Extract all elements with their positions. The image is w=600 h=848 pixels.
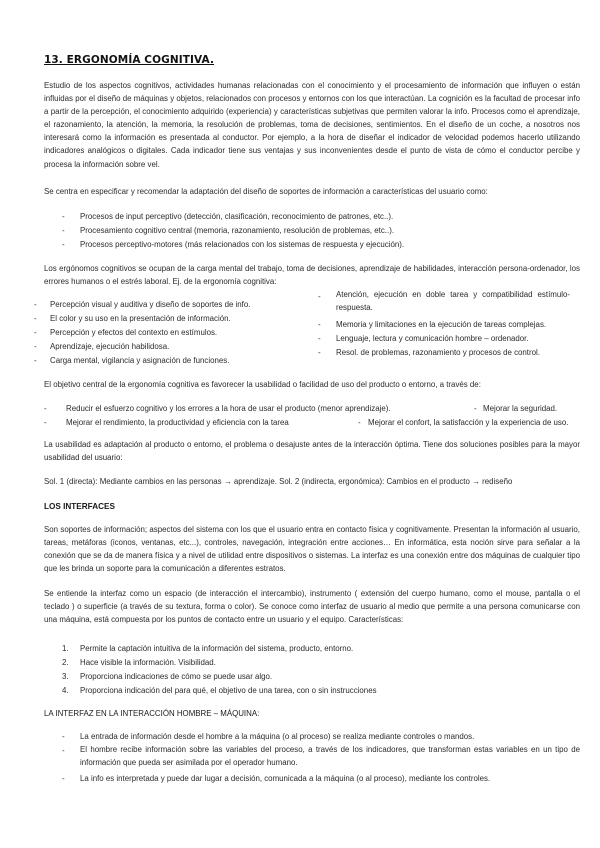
list-dash: -	[62, 774, 65, 783]
ergonomists-paragraph: Los ergónomos cognitivos se ocupan de la carga mental del trabajo, toma de decisiones, aprendizaje de habilidades, interacción persona-ordenador, los errores humanos o el estrés laboral. Ej. de la ergonomía cognitiva:	[44, 264, 580, 287]
interfaces-heading: LOS INTERFACES	[44, 502, 115, 511]
list-dash: -	[34, 300, 37, 309]
list-item: La entrada de información desde el hombre a la máquina (o al proceso) se realiza mediante controles o mandos.	[80, 732, 475, 741]
list-number: 1.	[62, 644, 69, 653]
list-item: Lenguaje, lectura y comunicación hombre – ordenador.	[336, 334, 529, 343]
page-title: 13. ERGONOMÍA COGNITIVA.	[44, 54, 215, 66]
objective-paragraph: El objetivo central de la ergonomía cognitiva es favorecer la usabilidad o facilidad de uso del producto o entorno, a través de:	[44, 380, 481, 389]
list-dash: -	[62, 226, 65, 235]
list-number: 4.	[62, 686, 69, 695]
list-item: Mejorar el rendimiento, la productividad y eficiencia con la tarea	[66, 418, 289, 427]
list-dash: -	[62, 732, 65, 741]
list-item: Proporciona indicaciones de cómo se puede usar algo.	[80, 672, 273, 681]
focus-intro: Se centra en especificar y recomendar la adaptación del diseño de soportes de información a características del usuario como:	[44, 187, 488, 196]
list-dash: -	[318, 320, 321, 329]
list-item: Procesos perceptivo-motores (más relacionados con los sistemas de respuesta y ejecución).	[80, 240, 405, 249]
list-item: Mejorar el confort, la satisfacción y la experiencia de uso.	[368, 418, 569, 427]
list-dash: -	[318, 348, 321, 357]
list-item: Percepción visual y auditiva y diseño de soportes de info.	[50, 300, 251, 309]
list-dash: -	[34, 342, 37, 351]
list-item: Mejorar la seguridad.	[483, 404, 558, 413]
list-item: La info es interpretada y puede dar lugar a decisión, comunicada a la máquina (o al proceso), mediante los controles.	[80, 774, 491, 783]
hm-heading: LA INTERFAZ EN LA INTERACCIÓN HOMBRE – MÁQUINA:	[44, 709, 260, 718]
list-dash: -	[318, 334, 321, 343]
list-dash: -	[34, 314, 37, 323]
list-dash: -	[358, 418, 361, 427]
list-dash: -	[318, 292, 321, 301]
list-item: Resol. de problemas, razonamiento y procesos de control.	[336, 348, 540, 357]
list-item: Atención, ejecución en doble tarea y compatibilidad estímulo-respuesta.	[336, 290, 570, 312]
list-dash: -	[62, 212, 65, 221]
list-dash: -	[62, 240, 65, 249]
interfaces-paragraph-2: Se entiende la interfaz como un espacio (de interacción el intercambio), instrumento ( extensión del cuerpo humano, como el mouse, pantalla o el teclado ) o superficie (a través de su textura, forma o color). Se conoce como interfaz de usuario al medio que permite a una persona comunicarse con una máquina, está compuesta por los puntos de contacto entre un usuario y el equipo. Características:	[44, 589, 580, 625]
list-dash: -	[44, 404, 47, 413]
usability-paragraph: La usabilidad es adaptación al producto o entorno, el problema o desajuste antes de la interacción óptima. Tiene dos soluciones posibles para la mayor usabilidad del usuario:	[44, 440, 580, 463]
list-item: Hace visible la información. Visibilidad.	[80, 658, 216, 667]
list-dash: -	[44, 418, 47, 427]
list-item: Procesamiento cognitivo central (memoria, razonamiento, resolución de problemas, etc..).	[80, 226, 395, 235]
list-item: Procesos de input perceptivo (detección, clasificación, reconocimiento de patrones, etc..).	[80, 212, 394, 221]
list-item: Proporciona indicación del para qué, el objetivo de una tarea, con o sin instrucciones	[80, 686, 377, 695]
list-number: 3.	[62, 672, 69, 681]
list-item: Permite la captación intuitiva de la información del sistema, producto, entorno.	[80, 644, 354, 653]
list-item: Percepción y efectos del contexto en estímulos.	[50, 328, 218, 337]
list-dash: -	[34, 356, 37, 365]
list-dash: -	[62, 746, 65, 755]
intro-paragraph: Estudio de los aspectos cognitivos, actividades humanas relacionadas con el conocimiento y el procesamiento de información que influyen o están influidas por el diseño de máquinas y objetos, relacionados con procesos y entornos con los que interactúan. La cognición es la facultad de procesar info a partir de la percepción, el conocimiento adquirido (experiencia) y características subjetivas que permiten valorar la info. Procesos como el aprendizaje, el razonamiento, la atención, la memoria, la resolución de problemas, toma de decisiones, sentimientos. En el diseño de un coche, a nosotros nos interesará como la información es presentada al conductor. Por ejemplo, a la hora de diseñar el indicador de velocidad podemos hacerlo utilizando indicadores analógicos o digitales. Cada indicador tiene sus ventajas y sus inconvenientes desde el punto de vista de cómo el conductor percibe y procesa la información sobre vel.	[44, 81, 580, 169]
list-dash: -	[474, 404, 477, 413]
list-item: Carga mental, vigilancia y asignación de funciones.	[50, 356, 230, 365]
list-item: Memoria y limitaciones en la ejecución de tareas complejas.	[336, 320, 547, 329]
list-item: Aprendizaje, ejecución habilidosa.	[50, 342, 170, 351]
list-item: El hombre recibe información sobre las variables del proceso, a través de los indicadores, que transforman estas variables en un tipo de información que pueda ser asimilada por el operador humano.	[80, 745, 580, 767]
list-item: El color y su uso en la presentación de información.	[50, 314, 231, 323]
list-dash: -	[34, 328, 37, 337]
interfaces-paragraph-1: Son soportes de información; aspectos del sistema con los que el usuario entra en contacto física y cognitivamente. Presentan la información al usuario, tareas, metáforas (iconos, ventanas, etc...), controles, navegación, integración entre acciones… En informática, esta noción sirve para señalar a la conexión que se da de manera física y a nivel de utilidad entre dispositivos o sistemas. La interfaz es una conexión entre dos máquinas de cualquier tipo que les brinda un soporte para la comunicación a diferentes estratos.	[44, 525, 580, 574]
list-number: 2.	[62, 658, 69, 667]
solutions-line: Sol. 1 (directa): Mediante cambios en las personas → aprendizaje. Sol. 2 (indirecta, ergonómica): Cambios en el producto → rediseño	[44, 477, 513, 486]
list-item: Reducir el esfuerzo cognitivo y los errores a la hora de usar el producto (menor aprendizaje).	[66, 404, 391, 413]
